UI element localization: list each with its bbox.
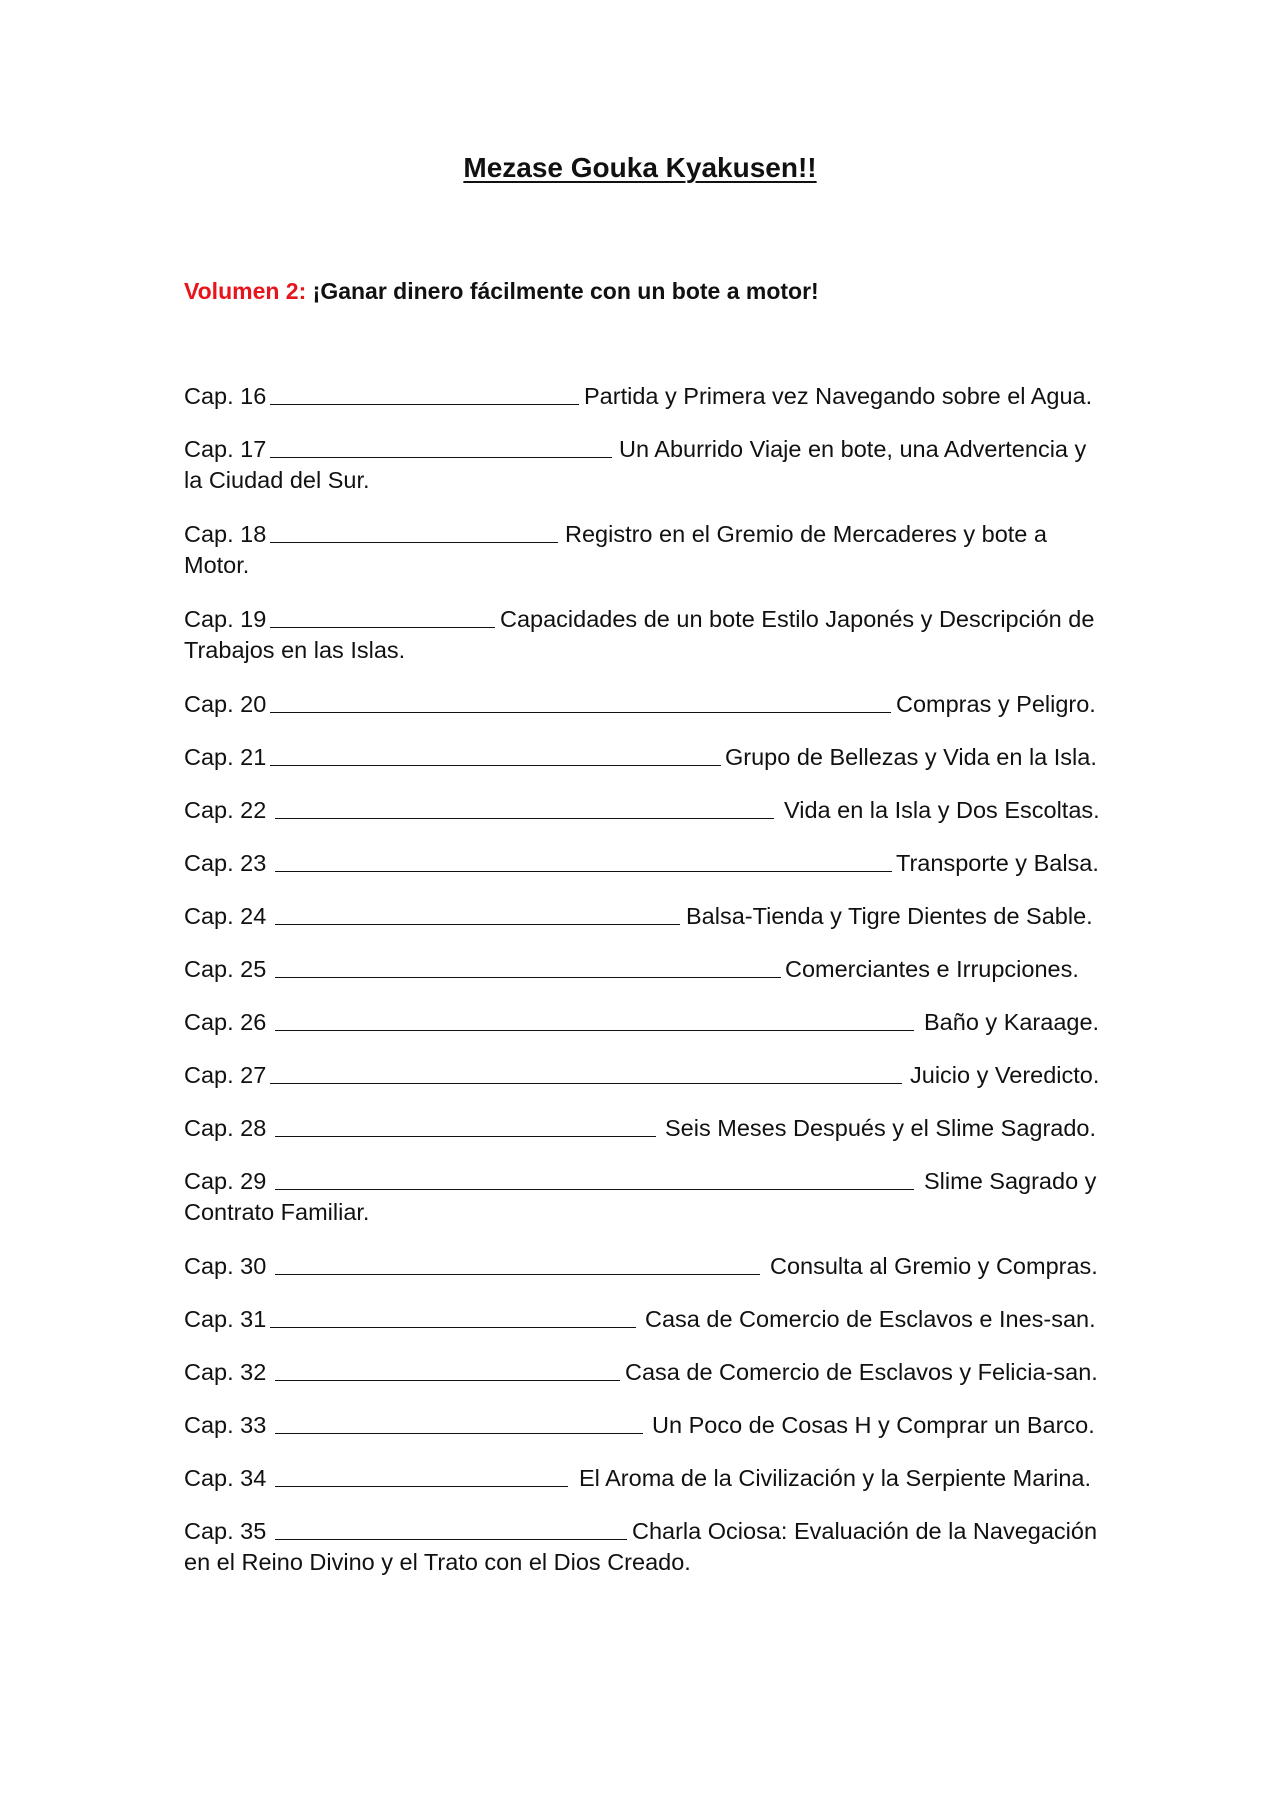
volume-subtitle: ¡Ganar dinero fácilmente con un bote a motor! (312, 278, 819, 304)
chapter-number: Cap. 19 (184, 606, 267, 632)
chapter-number: Cap. 32 (184, 1359, 267, 1385)
leader-line (275, 1486, 568, 1487)
chapter-title-continuation: Trabajos en las Islas. (184, 637, 406, 663)
chapter-title-continuation: la Ciudad del Sur. (184, 467, 370, 493)
chapter-title: Seis Meses Después y el Slime Sagrado. (665, 1115, 1097, 1141)
chapter-number: Cap. 29 (184, 1168, 267, 1194)
chapter-number: Cap. 34 (184, 1465, 267, 1491)
toc-entry (184, 1304, 1104, 1357)
toc-entry (184, 848, 1104, 901)
chapter-number: Cap. 35 (184, 1518, 267, 1544)
toc-entry (184, 1060, 1104, 1113)
chapter-title: Capacidades de un bote Estilo Japonés y Descripción de (500, 606, 1095, 632)
volume-label: Volumen 2: (184, 278, 307, 304)
chapter-title: Un Aburrido Viaje en bote, una Advertencia y (619, 436, 1087, 462)
chapter-number: Cap. 22 (184, 797, 267, 823)
chapter-number: Cap. 23 (184, 850, 267, 876)
chapter-title: Balsa-Tienda y Tigre Dientes de Sable. (686, 903, 1093, 929)
chapter-number: Cap. 26 (184, 1009, 267, 1035)
toc-entry (184, 795, 1104, 848)
chapter-number: Cap. 33 (184, 1412, 267, 1438)
leader-line (270, 712, 891, 713)
chapter-title: Registro en el Gremio de Mercaderes y bote a (565, 521, 1047, 547)
leader-line (275, 1189, 914, 1190)
leader-line (275, 977, 781, 978)
toc-entry (184, 1166, 1104, 1251)
chapter-number: Cap. 31 (184, 1306, 267, 1332)
leader-line (275, 1433, 643, 1434)
chapter-title: Un Poco de Cosas H y Comprar un Barco. (652, 1412, 1095, 1438)
leader-line (275, 1380, 620, 1381)
leader-line (270, 1083, 902, 1084)
chapter-title: Casa de Comercio de Esclavos e Ines-san. (645, 1306, 1096, 1332)
chapter-title: Partida y Primera vez Navegando sobre el Agua. (584, 383, 1093, 409)
leader-line (270, 1327, 636, 1328)
leader-line (275, 1136, 656, 1137)
document-title: Mezase Gouka Kyakusen!! (463, 152, 817, 183)
leader-line (275, 1539, 627, 1540)
toc-entry (184, 604, 1104, 689)
chapter-title: Comerciantes e Irrupciones. (785, 956, 1079, 982)
leader-line (270, 765, 721, 766)
chapter-title: Transporte y Balsa. (896, 850, 1099, 876)
table-of-contents (184, 381, 1104, 1601)
chapter-number: Cap. 21 (184, 744, 267, 770)
toc-entry (184, 954, 1104, 1007)
leader-line (275, 1030, 914, 1031)
chapter-number: Cap. 16 (184, 383, 267, 409)
toc-entry (184, 1357, 1104, 1410)
toc-entry (184, 1410, 1104, 1463)
toc-entry (184, 1251, 1104, 1304)
toc-entry (184, 1007, 1104, 1060)
chapter-title: Juicio y Veredicto. (910, 1062, 1100, 1088)
chapter-title-continuation: Contrato Familiar. (184, 1199, 370, 1225)
toc-entry (184, 434, 1104, 519)
toc-entry (184, 1113, 1104, 1166)
chapter-number: Cap. 17 (184, 436, 267, 462)
chapter-number: Cap. 24 (184, 903, 267, 929)
chapter-title-continuation: Motor. (184, 552, 250, 578)
chapter-title-continuation: en el Reino Divino y el Trato con el Dios Creado. (184, 1549, 691, 1575)
volume-heading (184, 278, 819, 305)
chapter-number: Cap. 27 (184, 1062, 267, 1088)
chapter-number: Cap. 28 (184, 1115, 267, 1141)
toc-entry (184, 519, 1104, 604)
toc-entry (184, 1516, 1104, 1601)
toc-entry (184, 901, 1104, 954)
chapter-title: Baño y Karaage. (924, 1009, 1100, 1035)
leader-line (270, 542, 558, 543)
leader-line (275, 871, 892, 872)
chapter-title: Charla Ociosa: Evaluación de la Navegación (632, 1518, 1098, 1544)
chapter-title: Consulta al Gremio y Compras. (770, 1253, 1098, 1279)
leader-line (275, 924, 680, 925)
chapter-title: Vida en la Isla y Dos Escoltas. (784, 797, 1100, 823)
chapter-title: Slime Sagrado y (924, 1168, 1097, 1194)
chapter-title: Compras y Peligro. (896, 691, 1096, 717)
leader-line (270, 404, 579, 405)
chapter-number: Cap. 20 (184, 691, 267, 717)
chapter-number: Cap. 18 (184, 521, 267, 547)
toc-entry (184, 742, 1104, 795)
toc-entry (184, 381, 1104, 434)
leader-line (270, 457, 612, 458)
leader-line (275, 1274, 760, 1275)
chapter-number: Cap. 25 (184, 956, 267, 982)
toc-entry (184, 689, 1104, 742)
leader-line (270, 627, 495, 628)
chapter-number: Cap. 30 (184, 1253, 267, 1279)
chapter-title: El Aroma de la Civilización y la Serpiente Marina. (579, 1465, 1092, 1491)
chapter-title: Grupo de Bellezas y Vida en la Isla. (725, 744, 1097, 770)
toc-entry (184, 1463, 1104, 1516)
leader-line (275, 818, 774, 819)
chapter-title: Casa de Comercio de Esclavos y Felicia-san. (625, 1359, 1098, 1385)
